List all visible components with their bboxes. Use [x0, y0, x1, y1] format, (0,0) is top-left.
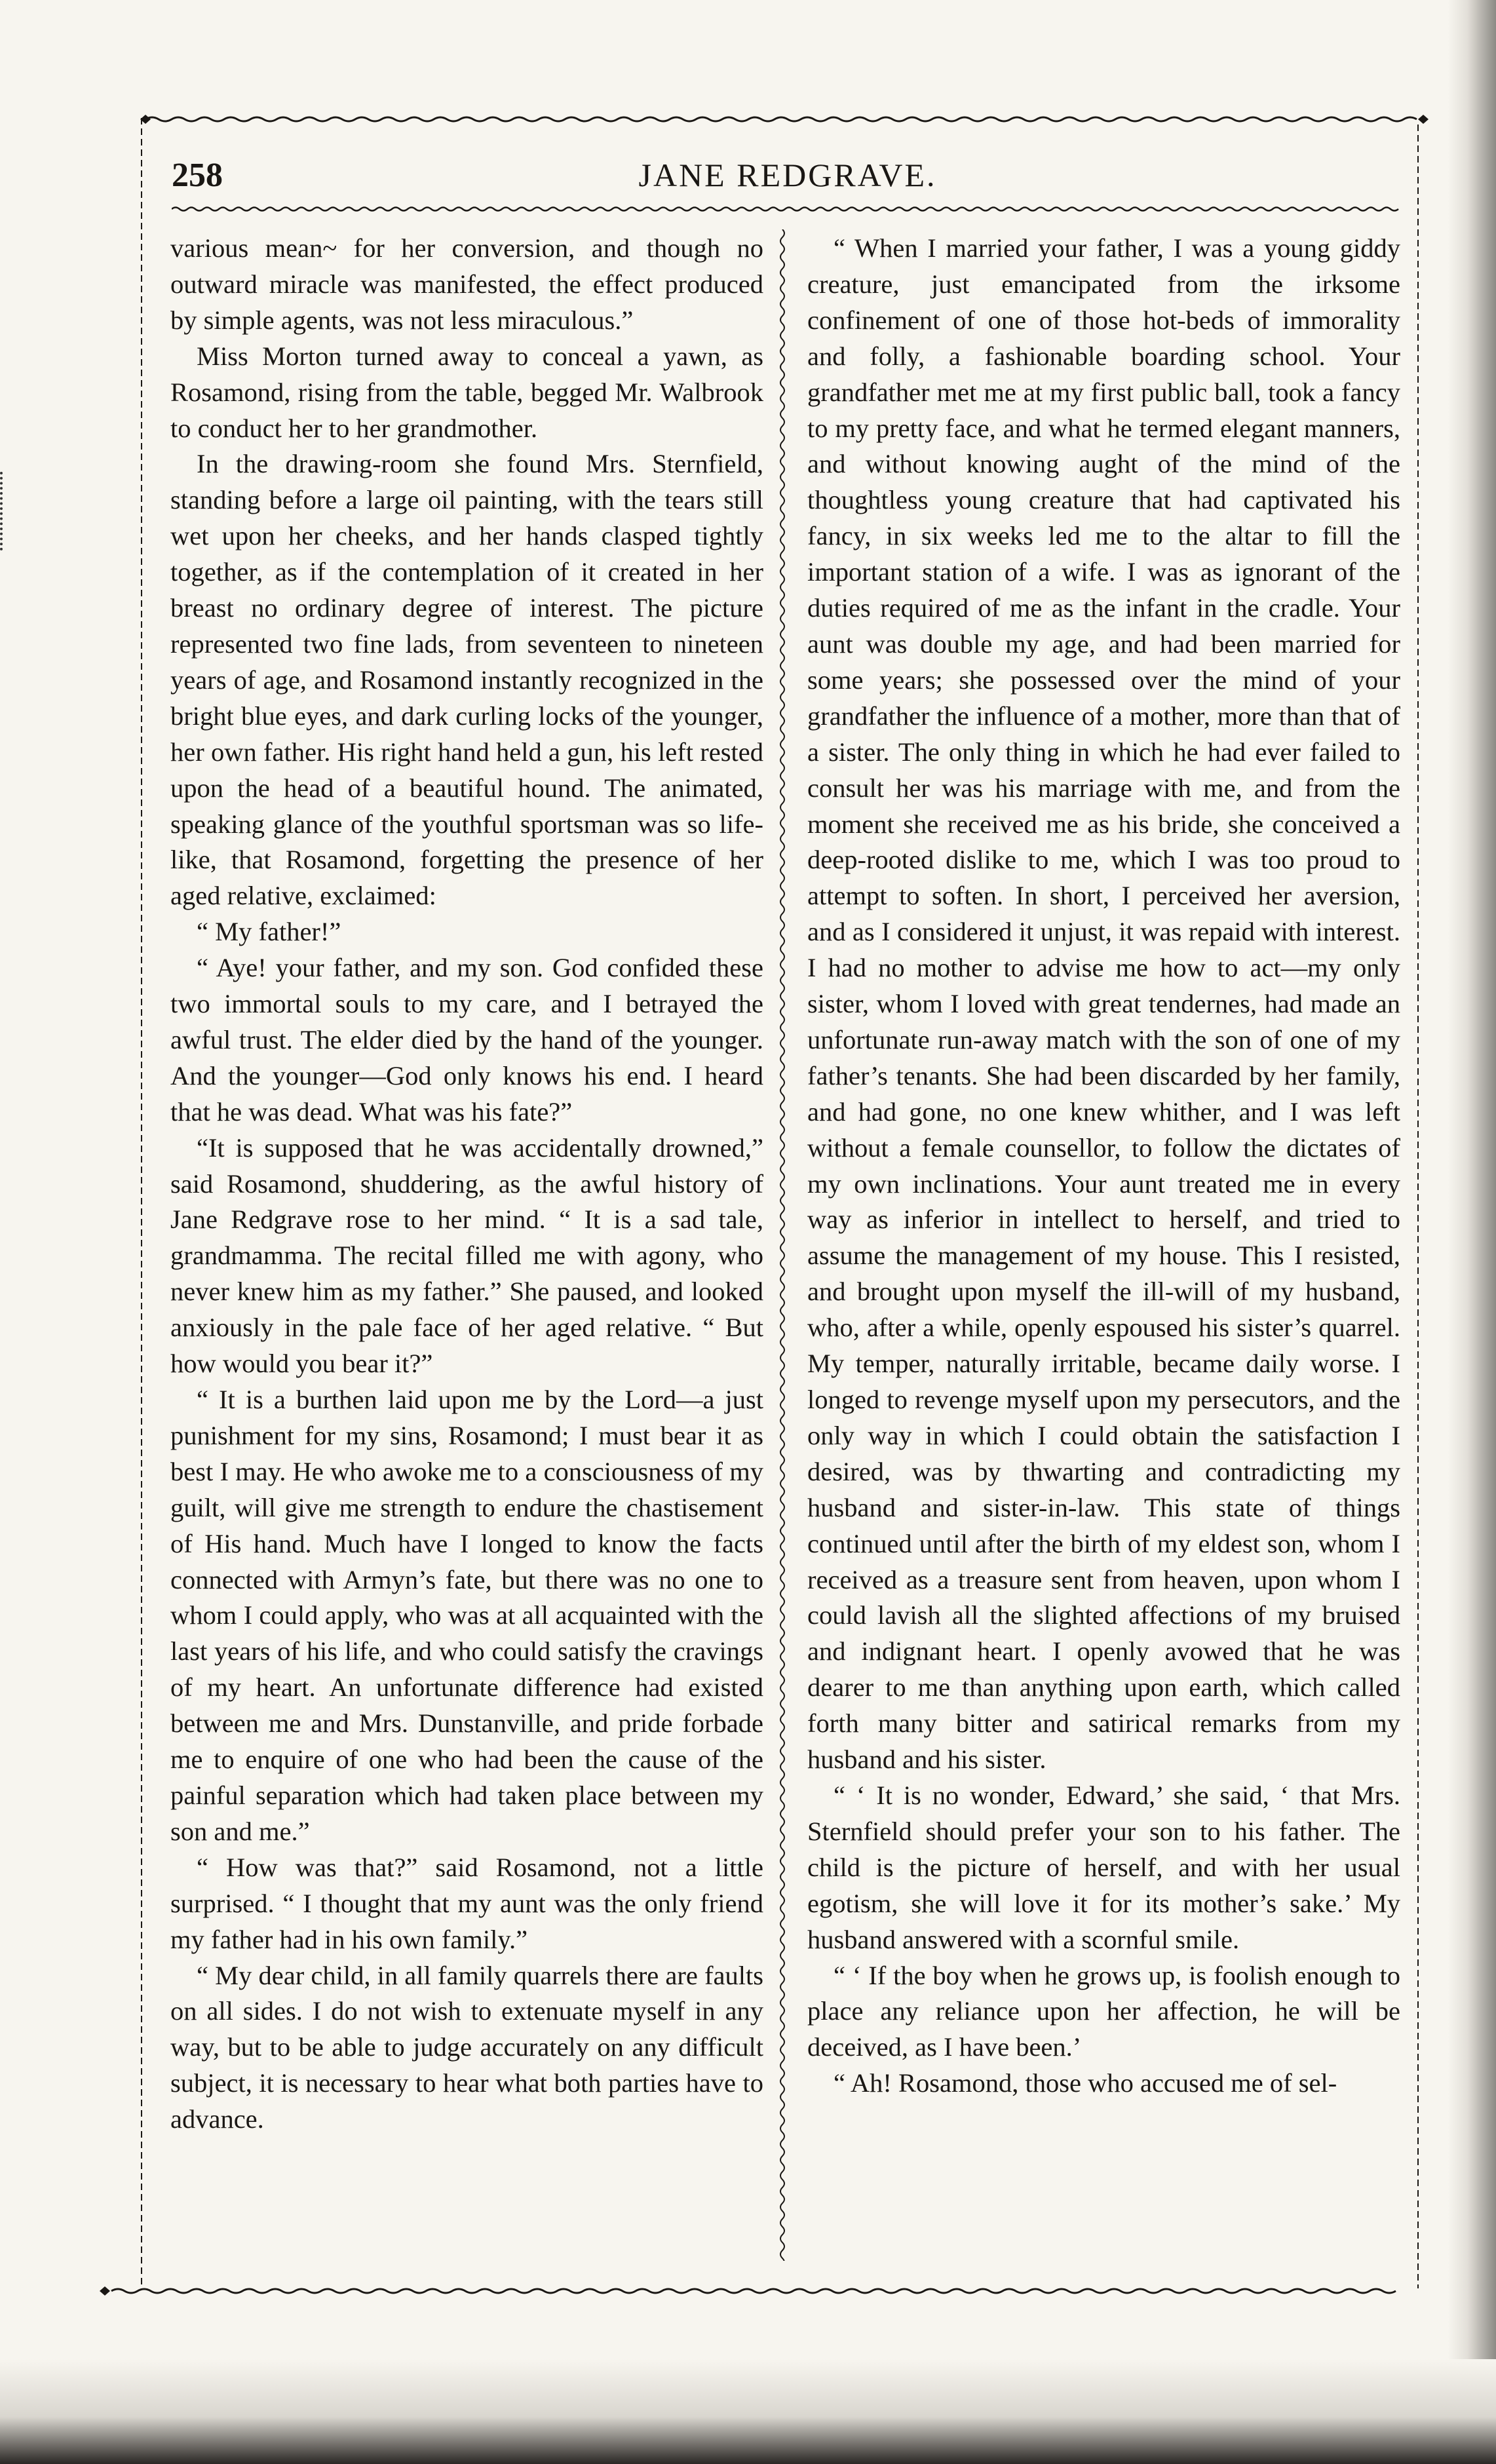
paragraph: “ ‘ It is no wonder, Edward,’ she said, ‘ that Mrs. Sternfield should prefer your son to his father. The child is the picture of herself, and with her usual egotism, she will love it for its mother’s sake.’ My husband answered with a scornful smile.	[807, 1780, 1400, 1954]
paragraph: “ My father!”	[197, 917, 341, 947]
header-wavy-rule	[172, 204, 1404, 214]
left-column	[170, 231, 763, 2138]
frame-left-border	[139, 118, 144, 2288]
page-number: 258	[172, 157, 223, 194]
margin-mark	[0, 472, 9, 550]
page-edge-shadow-bottom	[0, 2359, 1496, 2464]
column-divider	[775, 229, 790, 2261]
paragraph: In the drawing-room she found Mrs. Sternfield, standing before a large oil painting, with the tears still wet upon her cheeks, and her hands clasped tightly together, as if the contemplation of it created in her breast no ordinary degree of interest. The picture represented two fine lads, from seventeen to nineteen years of age, and Rosamond instantly recognized in the bright blue eyes, and dark curling locks of the younger, her own father. His right hand held a gun, his left rested upon the head of a beautiful hound. The animated, speaking glance of the youthful sportsman was so life-like, that Rosamond, forgetting the presence of her aged relative, exclaimed:	[170, 449, 763, 911]
paragraph: “ Ah! Rosamond, those who accused me of sel-	[834, 2068, 1337, 2098]
page-header	[172, 152, 1404, 204]
paragraph: “ Aye! your father, and my son. God confided these two immortal souls to my care, and I betrayed the awful trust. The elder died by the hand of the younger. And the younger—God only knows his end. I heard that he was dead. What was his fate?”	[170, 953, 763, 1126]
paragraph: “ It is a burthen laid upon me by the Lord—a just punishment for my sins, Rosamond; I must bear it as best I may. He who awoke me to a consciousness of my guilt, will give me strength to endure the chastisement of His hand. Much have I longed to know the facts connected with Armyn’s fate, but there was no one to whom I could apply, who was at all acquainted with the last years of his life, and who could satisfy the cravings of my heart. An unfortunate difference had existed between me and Mrs. Dunstanville, and pride forbade me to enquire of one who had been the cause of the painful separation which had taken place between my son and me.”	[170, 1385, 763, 1846]
paragraph: Miss Morton turned away to conceal a yawn, as Rosamond, rising from the table, begged Mr. Walbrook to conduct her to her grandmother.	[170, 341, 763, 443]
page-edge-shadow-right	[1448, 0, 1496, 2464]
paragraph: various mean~ for her conversion, and though no outward miracle was manifested, the effect produced by simple agents, was not less miraculous.”	[170, 233, 763, 335]
paragraph: “ My dear child, in all family quarrels there are faults on all sides. I do not wish to extenuate myself in any way, but to be able to judge accurately on any difficult subject, it is necessary to hear what both parties have to advance.	[170, 1960, 763, 2134]
frame-right-border	[1415, 125, 1421, 2288]
running-title: JANE REDGRAVE.	[638, 157, 937, 193]
paragraph: “ How was that?” said Rosamond, not a little surprised. “ I thought that my aunt was the only friend my father had in his own family.”	[170, 1852, 763, 1954]
paragraph: “ When I married your father, I was a young giddy creature, just emancipated from the irksome confinement of one of those hot-beds of immorality and folly, a fashionable boarding school. Your grandfather met me at my first public ball, took a fancy to my pretty face, and what he termed elegant manners, and without knowing aught of the mind of the thoughtless young creature that had captivated his fancy, in six weeks led me to the altar to fill the important station of a wife. I was as ignorant of the duties required of me as the infant in the cradle. Your aunt was double my age, and had been married for some years; she possessed over the mind of your grandfather the influence of a mother, more than that of a sister. The only thing in which he had ever failed to consult her was his marriage with me, and from the moment she received me as his bride, she conceived a deep-rooted dislike to me, which I was too proud to attempt to soften. In short, I perceived her aversion, and as I considered it unjust, it was repaid with interest. I had no mother to advise me how to act—my only sister, whom I loved with great tendernes, had made an unfortunate run-away match with the son of one of my father’s tenants. She had been discarded by her family, and had gone, no one knew whither, and I was left without a female counsellor, to follow the dictates of my own inclinations. Your aunt treated me in every way as inferior in intellect to herself, and tried to assume the management of my house. This I resisted, and brought upon myself the ill-will of my husband, who, after a while, openly espoused his sister’s quarrel. My temper, naturally irritable, became daily worse. I longed to revenge myself upon my persecutors, and the only way in which I could obtain the satisfaction I desired, was by thwarting and contradicting my husband and sister-in-law. This state of things continued until after the birth of my eldest son, whom I received as a treasure sent from heaven, upon whom I could lavish all the slighted affections of my bruised and indignant heart. I openly avowed that he was dearer to me than anything upon earth, which called forth many bitter and satirical remarks from my husband and his sister.	[807, 233, 1400, 1775]
frame-top-border	[139, 113, 1430, 126]
frame-bottom-border	[98, 2284, 1402, 2298]
right-column	[807, 231, 1400, 2102]
paragraph: “It is supposed that he was accidentally drowned,” said Rosamond, shuddering, as the awful history of Jane Redgrave rose to her mind. “ It is a sad tale, grandmamma. The recital filled me with agony, who never knew him as my father.” She paused, and looked anxiously in the pale face of her aged relative. “ But how would you bear it?”	[170, 1132, 763, 1379]
paragraph: “ ‘ If the boy when he grows up, is foolish enough to place any reliance upon her affection, he will be deceived, as I have been.’	[807, 1960, 1400, 2062]
